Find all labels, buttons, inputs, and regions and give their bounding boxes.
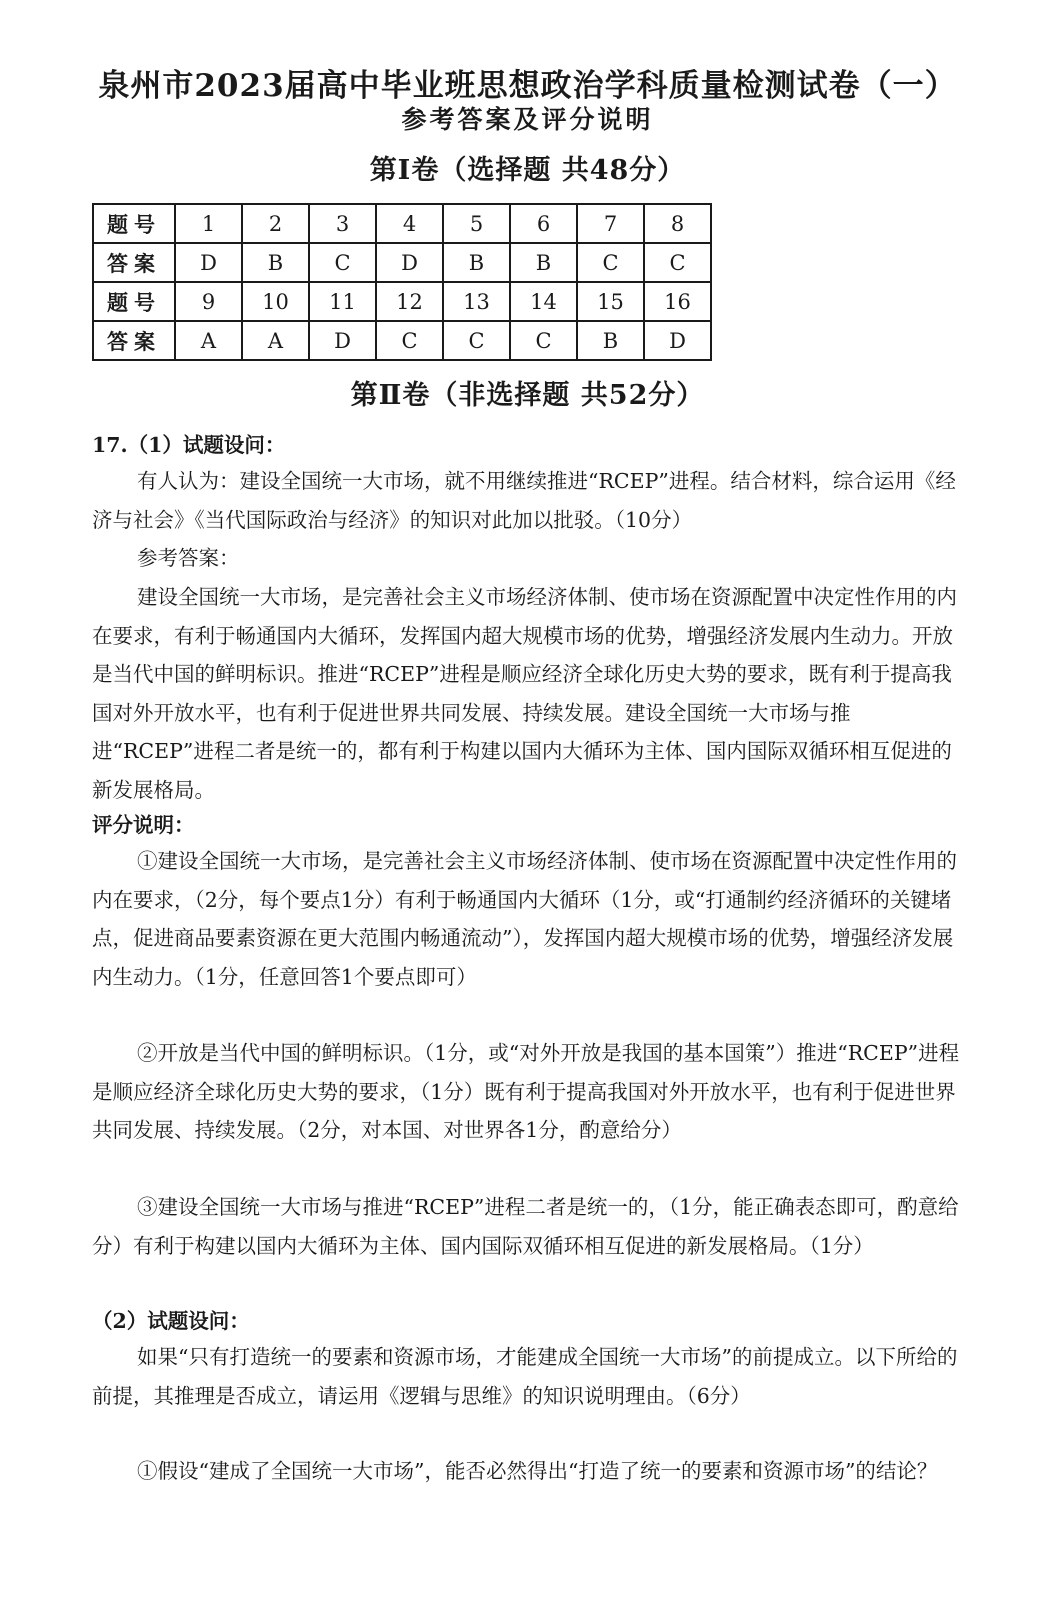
document-subtitle: 参考答案及评分说明 bbox=[401, 105, 654, 134]
question-number: 11 bbox=[309, 282, 376, 321]
scoring-point-3: ③建设全国统一大市场与推进“RCEP”进程二者是统一的，（1分，能正确表态即可，酌意给分）有利于构建以国内大循环为主体、国内国际双循环相互促进的新发展格局。（1分） bbox=[92, 1195, 959, 1258]
answer-cell: B bbox=[242, 243, 309, 282]
answer-cell: C bbox=[510, 321, 577, 360]
question-number: 15 bbox=[577, 282, 644, 321]
answer-cell: B bbox=[510, 243, 577, 282]
answer-cell: D bbox=[376, 243, 443, 282]
scoring-point-2: ②开放是当代中国的鲜明标识。（1分，或“对外开放是我国的基本国策”）推进“RCEP”进程是顺应经济全球化历史大势的要求，（1分）既有利于提高我国对外开放水平，也有利于促进世界共同发展、持续发展。（2分，对本国、对世界各1分，酌意给分） bbox=[92, 1041, 960, 1142]
question-number: 8 bbox=[644, 204, 711, 243]
table-row bbox=[93, 243, 711, 282]
question-number: 7 bbox=[577, 204, 644, 243]
answer-cell: C bbox=[644, 243, 711, 282]
question-number: 14 bbox=[510, 282, 577, 321]
answer-cell: D bbox=[175, 243, 242, 282]
question-number: 6 bbox=[510, 204, 577, 243]
question-number: 9 bbox=[175, 282, 242, 321]
question-number: 16 bbox=[644, 282, 711, 321]
answer-cell: B bbox=[577, 321, 644, 360]
q17-2-item-1: ①假设“建成了全国统一大市场”，能否必然得出“打造了统一的要素和资源市场”的结论？ bbox=[137, 1459, 938, 1483]
q17-1-label: 17.（1）试题设问： bbox=[92, 433, 286, 457]
table-row bbox=[93, 282, 711, 321]
part1-heading: 第Ⅰ卷（选择题 共48分） bbox=[369, 155, 686, 186]
scoring-point-1: ①建设全国统一大市场，是完善社会主义市场经济体制、使市场在资源配置中决定性作用的内在要求，（2分，每个要点1分）有利于畅通国内大循环（1分，或“打通制约经济循环的关键堵点，促进商品要素资源在更大范围内畅通流动”），发挥国内超大规模市场的优势，增强经济发展内生动力。（1分，任意回答1个要点即可） bbox=[92, 849, 957, 989]
table-row bbox=[93, 204, 711, 243]
label-question-number: 题号 bbox=[93, 204, 175, 243]
answer-cell: C bbox=[376, 321, 443, 360]
document-title: 泉州市2023届高中毕业班思想政治学科质量检测试卷（一） bbox=[98, 68, 957, 104]
answer-table bbox=[92, 203, 712, 361]
answer-cell: D bbox=[644, 321, 711, 360]
question-number: 4 bbox=[376, 204, 443, 243]
label-answer: 答案 bbox=[93, 243, 175, 282]
question-number: 1 bbox=[175, 204, 242, 243]
answer-cell: C bbox=[443, 321, 510, 360]
answer-cell: B bbox=[443, 243, 510, 282]
question-number: 13 bbox=[443, 282, 510, 321]
label-question-number: 题号 bbox=[93, 282, 175, 321]
question-number: 10 bbox=[242, 282, 309, 321]
answer-cell: A bbox=[175, 321, 242, 360]
answer-cell: A bbox=[242, 321, 309, 360]
table-row bbox=[93, 321, 711, 360]
answer-cell: C bbox=[309, 243, 376, 282]
reference-answer-label: 参考答案： bbox=[137, 546, 240, 570]
reference-answer: 建设全国统一大市场，是完善社会主义市场经济体制、使市场在资源配置中决定性作用的内在要求，有利于畅通国内大循环，发挥国内超大规模市场的优势，增强经济发展内生动力。开放是当代中国的鲜明标识。推进“RCEP”进程是顺应经济全球化历史大势的要求，既有利于提高我国对外开放水平，也有利于促进世界共同发展、持续发展。建设全国统一大市场与推进“RCEP”进程二者是统一的，都有利于构建以国内大循环为主体、国内国际双循环相互促进的新发展格局。 bbox=[92, 585, 957, 802]
question-number: 3 bbox=[309, 204, 376, 243]
part2-heading: 第Ⅱ卷（非选择题 共52分） bbox=[350, 380, 705, 411]
question-number: 5 bbox=[443, 204, 510, 243]
q17-2-question: 如果“只有打造统一的要素和资源市场，才能建成全国统一大市场”的前提成立。以下所给的前提，其推理是否成立，请运用《逻辑与思维》的知识说明理由。（6分） bbox=[92, 1345, 958, 1408]
answer-cell: C bbox=[577, 243, 644, 282]
label-answer: 答案 bbox=[93, 321, 175, 360]
scoring-label: 评分说明： bbox=[92, 813, 195, 837]
question-number: 12 bbox=[376, 282, 443, 321]
question-number: 2 bbox=[242, 204, 309, 243]
q17-2-label: （2）试题设问： bbox=[92, 1309, 250, 1333]
q17-1-question: 有人认为：建设全国统一大市场，就不用继续推进“RCEP”进程。结合材料，综合运用《经济与社会》《当代国际政治与经济》的知识对此加以批驳。（10分） bbox=[92, 469, 956, 532]
answer-cell: D bbox=[309, 321, 376, 360]
